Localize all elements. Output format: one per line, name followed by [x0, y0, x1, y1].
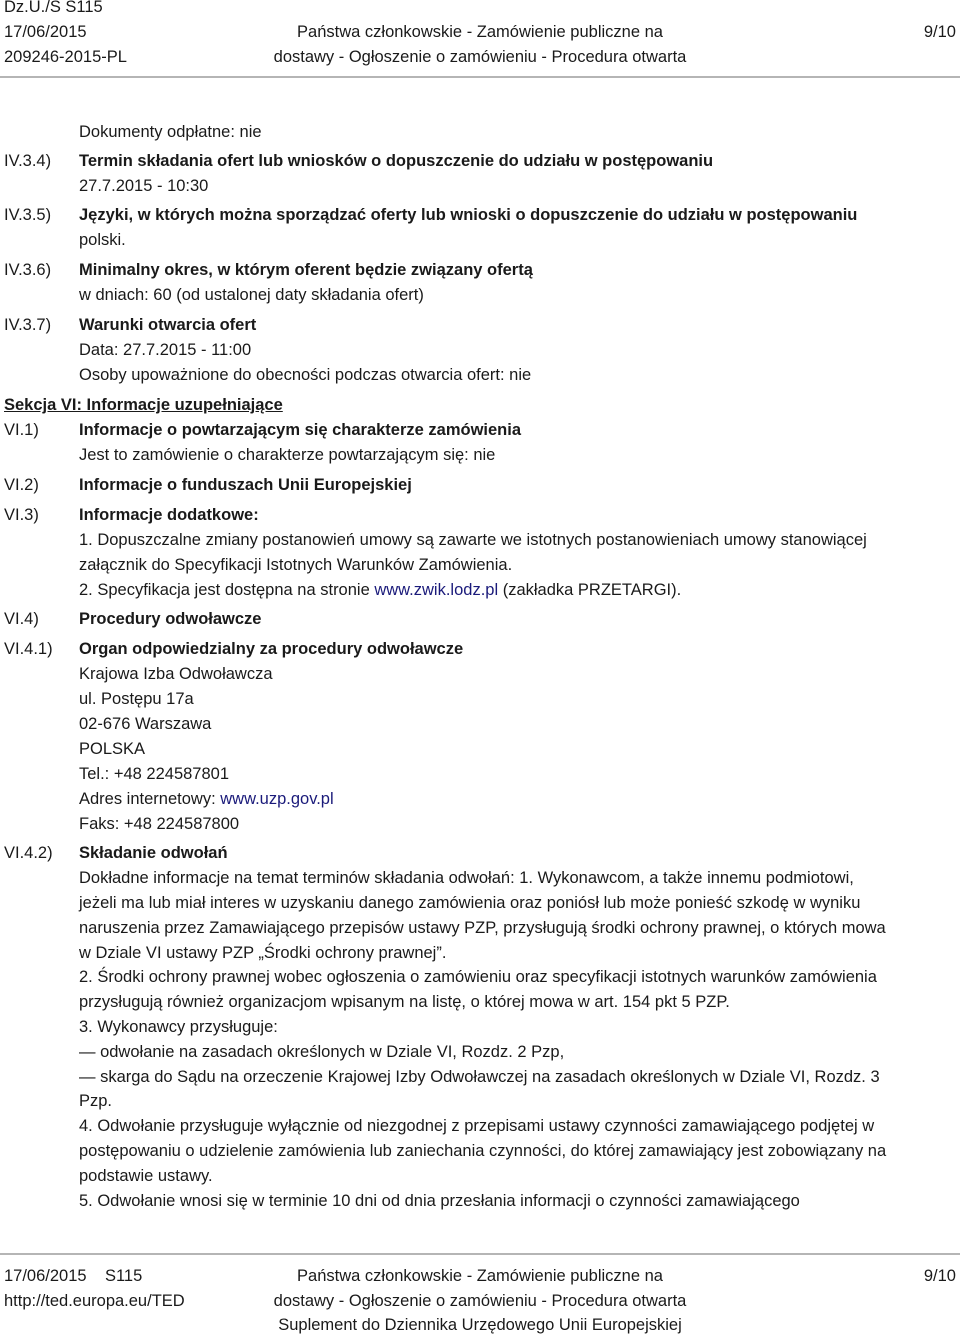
notice-id: 209246-2015-PL [4, 48, 127, 66]
footer-page-number: 9/10 [923, 1267, 956, 1285]
paid-documents: Dokumenty odpłatne: nie [79, 123, 262, 141]
footer-title-line1: Państwa członkowskie - Zamówienie publiczne na [297, 1267, 663, 1285]
opening-date: Data: 27.7.2015 - 11:00 [79, 341, 252, 359]
footer-divider [0, 1253, 960, 1255]
lodging-line: — odwołanie na zasadach określonych w Dziale VI, Rozdz. 2 Pzp, [79, 1043, 565, 1061]
footer-date-issue [4, 1266, 142, 1286]
appeal-procedures-heading: Procedury odwoławcze [79, 610, 262, 628]
appeal-body-city: 02-676 Warszawa [79, 715, 212, 733]
section-number: VI.4) [4, 610, 39, 628]
lodging-line: 4. Odwołanie przysługuje wyłącznie od niezgodnej z przepisami ustawy czynności zamawiającego podjętej w [79, 1117, 875, 1135]
footer-issue: S115 [104, 1267, 143, 1285]
website-label: Adres internetowy: [79, 790, 221, 808]
lodging-line: 2. Środki ochrony prawnej wobec ogłoszenia o zamówieniu oraz specyfikacji istotnych warunków zamówienia [79, 968, 877, 986]
lodging-line: jeżeli ma lub miał interes w uzyskaniu danego zamówienia oraz poniósł lub może ponieść szkodę w wyniku [79, 894, 861, 912]
section-number: VI.4.2) [4, 844, 53, 862]
section-number: IV.3.6) [4, 261, 52, 279]
lodging-line: Pzp. [79, 1092, 113, 1110]
languages-heading: Języki, w których można sporządzać oferty lub wnioski o dopuszczenie do udziału w postępowaniu [79, 206, 858, 224]
section-number: IV.3.4) [4, 152, 52, 170]
section-number: VI.3) [4, 506, 39, 524]
section-number: IV.3.5) [4, 206, 52, 224]
min-period-value: w dniach: 60 (od ustalonej daty składania ofert) [79, 286, 424, 304]
recurring-heading: Informacje o powtarzającym się charakterze zamówienia [79, 421, 522, 439]
section-number: VI.4.1) [4, 640, 53, 658]
section-number: IV.3.7) [4, 316, 52, 334]
additional-info-line: 1. Dopuszczalne zmiany postanowień umowy są zawarte we istotnych postanowieniach umowy stanowiącej [79, 531, 867, 549]
header-page-number: 9/10 [923, 23, 956, 41]
opening-persons: Osoby upoważnione do obecności podczas otwarcia ofert: nie [79, 366, 532, 384]
zwik-link[interactable]: www.zwik.lodz.pl [374, 581, 499, 599]
languages-value: polski. [79, 231, 126, 249]
appeal-body-heading: Organ odpowiedzialny za procedury odwoławcze [79, 640, 464, 658]
lodging-line: — skarga do Sądu na orzeczenie Krajowej Izby Odwoławczej na zasadach określonych w Dziale VI, Rozdz. 3 [79, 1068, 880, 1086]
lodging-line: 3. Wykonawcy przysługuje: [79, 1018, 278, 1036]
additional-info-heading: Informacje dodatkowe: [79, 506, 259, 524]
lodging-line: w Dziale VI ustawy PZP „Środki ochrony prawnej”. [79, 944, 447, 962]
additional-info-text: (zakładka PRZETARGI). [498, 581, 682, 599]
appeal-body-website [79, 789, 334, 809]
uzp-link[interactable]: www.uzp.gov.pl [220, 790, 334, 808]
section-title: Sekcja VI: Informacje uzupełniające [4, 396, 283, 414]
footer-title-line2: dostawy - Ogłoszenie o zamówieniu - Procedura otwarta [273, 1292, 687, 1310]
appeal-body-name: Krajowa Izba Odwoławcza [79, 665, 273, 683]
header-title-line1: Państwa członkowskie - Zamówienie publiczne na [297, 23, 663, 41]
additional-info-text: 2. Specyfikacja jest dostępna na stronie [79, 581, 375, 599]
footer-date: 17/06/2015 [4, 1267, 87, 1285]
min-period-heading: Minimalny okres, w którym oferent będzie związany ofertą [79, 261, 533, 279]
opening-heading: Warunki otwarcia ofert [79, 316, 257, 334]
lodging-line: naruszenia przez Zamawiającego przepisów ustawy PZP, przysługują środki ochrony prawnej, o których mowa [79, 919, 886, 937]
lodging-appeals-heading: Składanie odwołań [79, 844, 228, 862]
header-date: 17/06/2015 [4, 23, 87, 41]
lodging-line: 5. Odwołanie wnosi się w terminie 10 dni od dnia przesłania informacji o czynności zamawiającego [79, 1192, 800, 1210]
lodging-line: przysługują również organizacjom wpisanym na listę, o której mowa w art. 154 pkt 5 PZP. [79, 993, 730, 1011]
recurring-value: Jest to zamówienie o charakterze powtarzającym się: nie [79, 446, 496, 464]
eu-funds-heading: Informacje o funduszach Unii Europejskiej [79, 476, 412, 494]
section-number: VI.2) [4, 476, 39, 494]
lodging-line: Dokładne informacje na temat terminów składania odwołań: 1. Wykonawcom, a także innemu podmiotowi, [79, 869, 854, 887]
appeal-body-country: POLSKA [79, 740, 146, 758]
appeal-body-street: ul. Postępu 17a [79, 690, 194, 708]
appeal-body-fax: Faks: +48 224587800 [79, 815, 240, 833]
deadline-heading: Termin składania ofert lub wniosków o dopuszczenie do udziału w postępowaniu [79, 152, 714, 170]
footer-title-line3: Suplement do Dziennika Urzędowego Unii Europejskiej [278, 1316, 682, 1334]
additional-info-line [79, 580, 681, 600]
header-divider [0, 76, 960, 78]
footer-url[interactable]: http://ted.europa.eu/TED [4, 1292, 185, 1310]
lodging-line: podstawie ustawy. [79, 1167, 213, 1185]
appeal-body-phone: Tel.: +48 224587801 [79, 765, 230, 783]
lodging-line: postępowaniu o udzielenie zamówienia lub zaniechania czynności, do której zamawiający jest zobowiązany na [79, 1142, 887, 1160]
deadline-value: 27.7.2015 - 10:30 [79, 177, 209, 195]
journal-ref: Dz.U./S S115 [4, 0, 103, 16]
additional-info-line: załącznik do Specyfikacji Istotnych Warunków Zamówienia. [79, 556, 513, 574]
header-title-line2: dostawy - Ogłoszenie o zamówieniu - Procedura otwarta [273, 48, 687, 66]
section-number: VI.1) [4, 421, 39, 439]
